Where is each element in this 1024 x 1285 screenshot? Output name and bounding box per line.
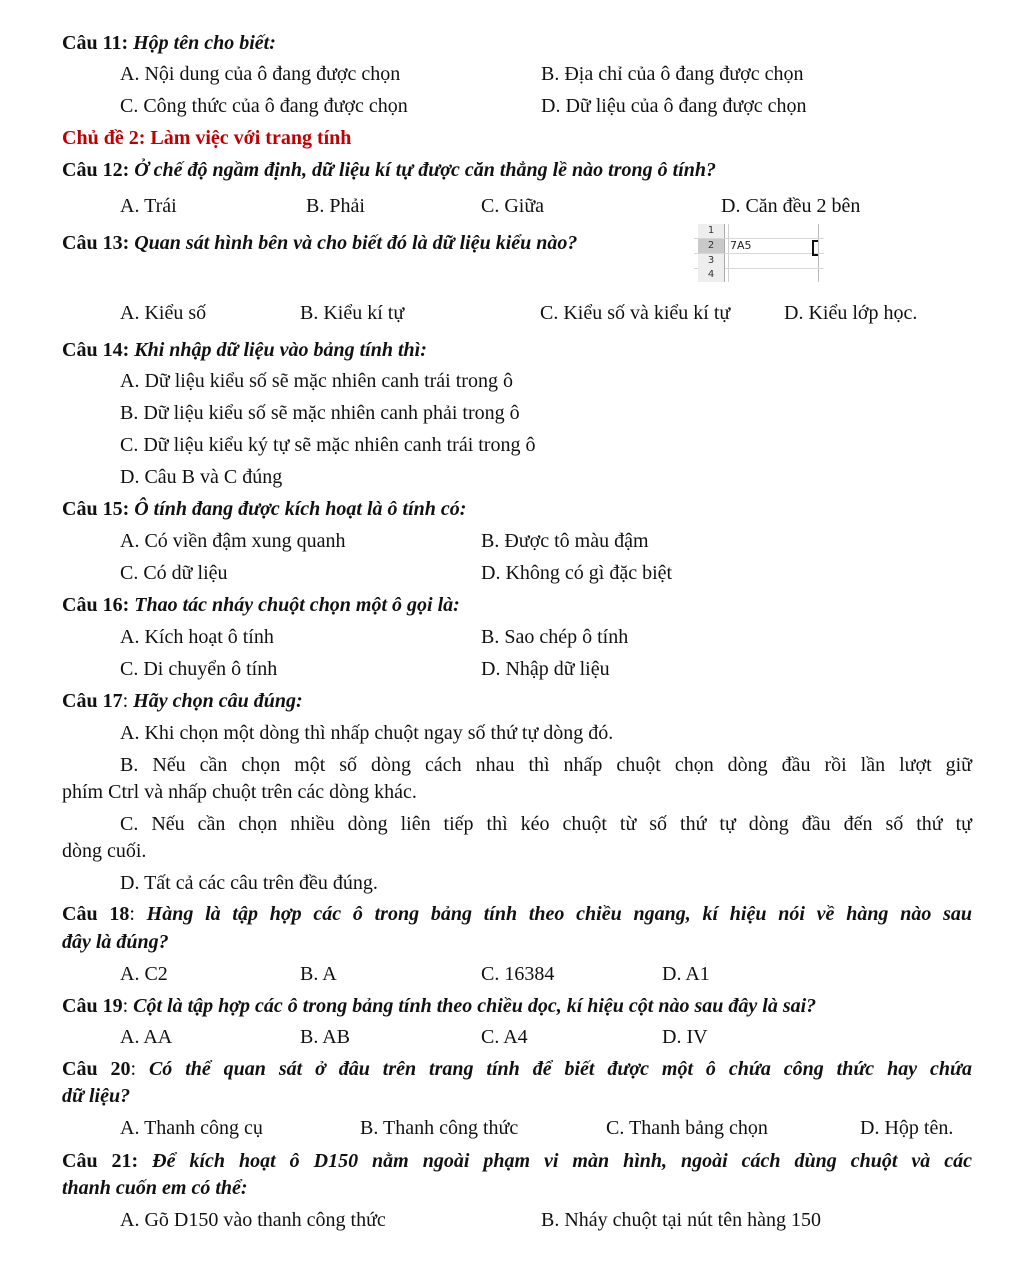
- question-text: Hộp tên cho biết:: [128, 32, 276, 54]
- option-d: D. A1: [662, 963, 710, 985]
- text-cursor-icon: [812, 240, 818, 256]
- option-d: D. Hộp tên.: [860, 1117, 954, 1139]
- question-text-continued: đây là đúng?: [62, 931, 169, 953]
- option-d: D. IV: [662, 1026, 708, 1048]
- option-a: A. Nội dung của ô đang được chọn: [120, 63, 401, 85]
- option-a: A. Có viền đậm xung quanh: [120, 530, 346, 552]
- question-text: Cột là tập hợp các ô trong bảng tính theo chiều dọc, kí hiệu cột nào sau đây là sai?: [128, 995, 817, 1017]
- option-b: B. Địa chỉ của ô đang được chọn: [541, 63, 804, 85]
- option-d: D. Câu B và C đúng: [120, 466, 283, 488]
- question-colon: :: [129, 903, 135, 925]
- option-a: A. Kiểu số: [120, 302, 207, 324]
- option-c: C. A4: [481, 1026, 528, 1048]
- option-d: D. Căn đều 2 bên: [721, 195, 861, 217]
- option-b: B. Sao chép ô tính: [481, 626, 629, 648]
- option-c: C. Di chuyển ô tính: [120, 658, 278, 680]
- sheet-row: [694, 224, 824, 239]
- option-c: C. Kiểu số và kiểu kí tự: [540, 302, 731, 324]
- option-c: C. Dữ liệu kiểu ký tự sẽ mặc nhiên canh trái trong ô: [120, 434, 536, 456]
- option-a: A. Khi chọn một dòng thì nhấp chuột ngay số thứ tự dòng đó.: [120, 722, 614, 744]
- question-16: [62, 592, 460, 618]
- question-21: [62, 1148, 972, 1174]
- option-b: B. A: [300, 963, 337, 985]
- topic-heading: Chủ đề 2: Làm việc với trang tính: [62, 127, 352, 149]
- option-a: A. Dữ liệu kiểu số sẽ mặc nhiên canh trái trong ô: [120, 370, 513, 392]
- question-label: Câu 16:: [62, 594, 130, 616]
- question-text-continued: dữ liệu?: [62, 1085, 131, 1107]
- question-13: [62, 230, 577, 256]
- option-c: C. Giữa: [481, 195, 545, 217]
- row-number: 4: [698, 268, 725, 282]
- question-label: Câu 17: [62, 690, 123, 712]
- option-b: B. Thanh công thức: [360, 1117, 519, 1139]
- question-label: Câu 13:: [62, 232, 130, 254]
- question-label: Câu 12:: [62, 159, 130, 181]
- question-label: Câu 21:: [62, 1150, 139, 1172]
- option-c: C. Thanh bảng chọn: [606, 1117, 768, 1139]
- option-a: A. AA: [120, 1026, 173, 1048]
- question-label: Câu 14:: [62, 339, 130, 361]
- option-a: A. C2: [120, 963, 168, 985]
- question-label: Câu 19: [62, 995, 123, 1017]
- option-b: B. Kiểu kí tự: [300, 302, 405, 324]
- question-text: Hãy chọn câu đúng:: [128, 690, 303, 712]
- option-d: D. Dữ liệu của ô đang được chọn: [541, 95, 807, 117]
- row-number: 1: [698, 224, 725, 238]
- question-text: Ở chế độ ngầm định, dữ liệu kí tự được căn thẳng lề nào trong ô tính?: [129, 159, 717, 181]
- option-b: B. Được tô màu đậm: [481, 530, 649, 552]
- question-colon: :: [122, 690, 129, 712]
- question-text: Ô tính đang được kích hoạt là ô tính có:: [129, 498, 467, 520]
- question-14: [62, 337, 427, 363]
- sheet-row: [694, 254, 824, 269]
- option-c-continued: dòng cuối.: [62, 840, 147, 862]
- option-b: B. Nếu cần chọn một số dòng cách nhau thì nhấp chuột chọn dòng đầu rồi lần lượt giữ: [120, 754, 972, 776]
- option-a: A. Kích hoạt ô tính: [120, 626, 274, 648]
- row-number: 3: [698, 254, 725, 268]
- option-a: A. Gõ D150 vào thanh công thức: [120, 1209, 386, 1231]
- question-text: Để kích hoạt ô D150 nằm ngoài phạm vi màn hình, ngoài cách dùng chuột và các: [138, 1150, 972, 1172]
- option-a: A. Trái: [120, 195, 177, 217]
- option-b-continued: phím Ctrl và nhấp chuột trên các dòng khác.: [62, 781, 417, 803]
- question-17: [62, 688, 303, 714]
- sheet-row: [694, 239, 824, 254]
- option-c: C. Nếu cần chọn nhiều dòng liên tiếp thì kéo chuột từ số thứ tự dòng đầu đến số thứ tự: [120, 813, 972, 835]
- option-d: D. Không có gì đặc biệt: [481, 562, 673, 584]
- question-20: [62, 1056, 972, 1082]
- row-number-selected: 2: [698, 239, 725, 253]
- question-12: [62, 157, 716, 183]
- question-text: Khi nhập dữ liệu vào bảng tính thì:: [129, 339, 427, 361]
- spreadsheet-figure: [694, 224, 824, 282]
- question-text: Thao tác nháy chuột chọn một ô gọi là:: [129, 594, 460, 616]
- question-text-continued: thanh cuốn em có thể:: [62, 1177, 248, 1199]
- question-text: Hàng là tập hợp các ô trong bảng tính theo chiều ngang, kí hiệu nói về hàng nào sau: [134, 903, 972, 925]
- question-text: Quan sát hình bên và cho biết đó là dữ liệu kiểu nào?: [129, 232, 578, 254]
- option-b: B. Nháy chuột tại nút tên hàng 150: [541, 1209, 821, 1231]
- option-d: D. Nhập dữ liệu: [481, 658, 610, 680]
- option-b: B. AB: [300, 1026, 351, 1048]
- option-b: B. Dữ liệu kiểu số sẽ mặc nhiên canh phải trong ô: [120, 402, 520, 424]
- question-colon: :: [130, 1058, 137, 1080]
- question-label: Câu 11:: [62, 32, 129, 54]
- sheet-row: [694, 268, 824, 282]
- option-c: C. Công thức của ô đang được chọn: [120, 95, 408, 117]
- question-label: Câu 15:: [62, 498, 130, 520]
- question-label: Câu 20: [62, 1058, 131, 1080]
- question-label: Câu 18: [62, 903, 130, 925]
- option-d: D. Kiểu lớp học.: [784, 302, 918, 324]
- option-a: A. Thanh công cụ: [120, 1117, 263, 1139]
- question-15: [62, 496, 466, 522]
- question-18: [62, 901, 972, 927]
- option-d: D. Tất cả các câu trên đều đúng.: [120, 872, 378, 894]
- option-c: C. Có dữ liệu: [120, 562, 228, 584]
- option-b: B. Phải: [306, 195, 365, 217]
- question-11: [62, 30, 276, 56]
- question-text: Có thể quan sát ở đâu trên trang tính để biết được một ô chứa công thức hay chứa: [136, 1058, 972, 1080]
- cell-value: 7A5: [730, 239, 752, 252]
- option-c: C. 16384: [481, 963, 555, 985]
- question-19: [62, 993, 816, 1019]
- question-colon: :: [122, 995, 129, 1017]
